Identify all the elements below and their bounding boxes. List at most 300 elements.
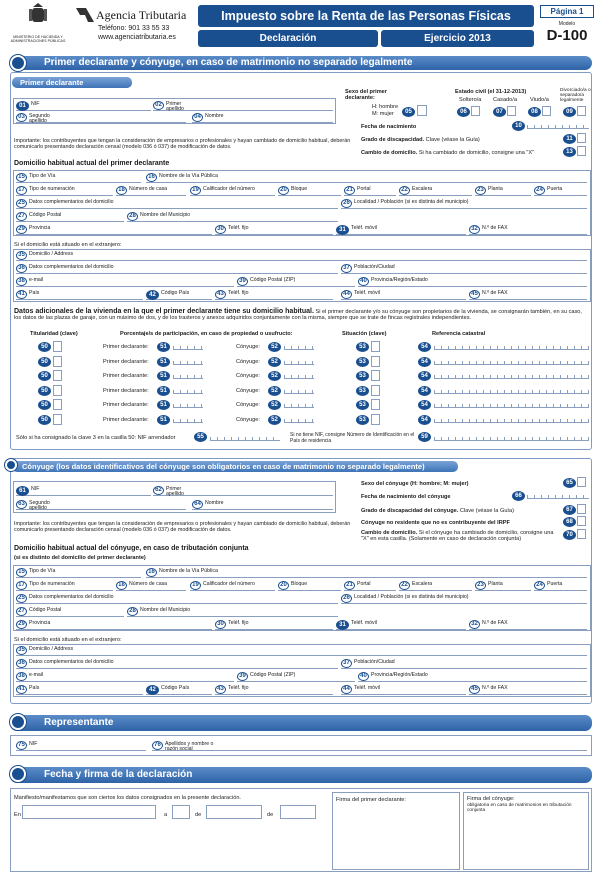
input-50[interactable] [53, 341, 62, 352]
model-label: Modelo [558, 21, 576, 27]
ministry-logo [8, 3, 68, 51]
field-42[interactable]: 42 Código País [146, 685, 212, 695]
label-f27: Código Postal [29, 212, 62, 218]
box-59[interactable]: 59 [418, 432, 431, 442]
box-55[interactable]: 55 [194, 432, 207, 442]
label-f27: Código Postal [29, 607, 62, 613]
box-50-row[interactable]: 50 [38, 342, 51, 352]
label-sexo-conyuge: Sexo del cónyuge (H: hombre; M: mujer) [361, 481, 469, 487]
label-f31: Teléf. móvil [351, 620, 377, 626]
box-52-row[interactable]: 52 [268, 357, 281, 367]
label-f29: Provincia [29, 225, 51, 231]
field-25[interactable]: 25 Datos complementarios del domicilio [16, 594, 338, 604]
field-36[interactable]: 36 Datos complementarios del domicilio [16, 264, 338, 274]
label-primer-apellido: Primer apellido [166, 101, 184, 113]
box-52-row[interactable]: 52 [268, 342, 281, 352]
box-52-row[interactable]: 52 [268, 371, 281, 381]
field-38[interactable]: 38 e-mail [16, 277, 234, 287]
input-51[interactable] [173, 343, 203, 350]
field-04-nombre[interactable]: 04 Nombre [192, 113, 333, 123]
agency-logo [76, 6, 191, 46]
firma-primer-declarante[interactable] [332, 792, 460, 870]
col-porcentaje: Porcentaje/s de participación, en caso de propiedad o usufructo: [120, 331, 293, 337]
label-f22: Escalera [412, 581, 433, 587]
label-f16: Nombre de la Vía Pública [159, 173, 218, 179]
field-16[interactable]: 16 Nombre de la Vía Pública [146, 568, 587, 578]
label-fecha-nacimiento: Fecha de nacimiento [361, 124, 417, 130]
label-primer: Primer declarante: [103, 344, 149, 350]
label-f44: Teléf. móvil [354, 685, 380, 691]
input-08[interactable] [542, 106, 551, 116]
agency-name: Agencia Tributaria [96, 8, 187, 22]
label-f28: Nombre del Municipio [140, 212, 191, 218]
field-17[interactable]: 17 Tipo de numeración [16, 186, 113, 196]
box-11-grado[interactable]: 11 [563, 134, 576, 144]
box-52-row[interactable]: 52 [268, 415, 281, 425]
subbar-conyuge: Cónyuge (los datos identificativos del cónyuge son obligatorios en caso de matrimonio no separado legalmente) [12, 461, 458, 472]
label-f41: País [29, 685, 40, 691]
domicilio-conyuge-heading: Domicilio habitual actual del cónyuge, en caso de tributación conjunta [14, 545, 249, 552]
box-54-row[interactable]: 54 [418, 357, 431, 367]
label-f23: Planta [488, 581, 503, 587]
subbar-primer-declarante: Primer declarante [12, 77, 132, 88]
box-50-row[interactable]: 50 [38, 400, 51, 410]
box-50-row[interactable]: 50 [38, 357, 51, 367]
label-f41: País [29, 290, 40, 296]
input-68[interactable] [577, 516, 586, 526]
label-f24: Puerta [547, 186, 563, 192]
box-53-row[interactable]: 53 [356, 342, 369, 352]
input-52[interactable] [284, 343, 314, 350]
label-f25: Datos complementarios del domicilio [29, 199, 114, 205]
label-f31: Teléf. móvil [351, 225, 377, 231]
label-f15: Tipo de Vía [29, 568, 56, 574]
box-50-row[interactable]: 50 [38, 371, 51, 381]
field-32[interactable]: 32 N.º de FAX [469, 620, 587, 630]
box-53-row[interactable]: 53 [356, 386, 369, 396]
box-10-fecha[interactable]: 10 [512, 121, 525, 131]
label-conyuge: Cónyuge: [236, 373, 260, 379]
field-20[interactable]: 20 Bloque [278, 186, 341, 196]
field-35[interactable]: 35 Domicilio / Address [16, 251, 587, 261]
field-40[interactable]: 40 Provincia/Región/Estado [358, 277, 587, 287]
section-primer-declarante-bar: Primer declarante y cónyuge, en caso de matrimonio no separado legalmente [10, 56, 592, 70]
field-27[interactable]: 27 Código Postal [16, 212, 124, 222]
box-53-row[interactable]: 53 [356, 400, 369, 410]
input-67[interactable] [577, 504, 586, 514]
label-f25: Datos complementarios del domicilio [29, 594, 114, 600]
input-52[interactable] [284, 387, 314, 394]
label-de-2: de [267, 812, 274, 818]
input-50[interactable] [53, 385, 62, 396]
field-18[interactable]: 18 Número de casa [116, 186, 186, 196]
field-23[interactable]: 23 Planta [475, 186, 531, 196]
cambio-conyuge-label: Cambio de domicilio. [361, 530, 418, 536]
label-segundo-apellido-conyuge: Segundo apellido [29, 500, 50, 512]
box-51-row[interactable]: 51 [157, 371, 170, 381]
input-50[interactable] [53, 370, 62, 381]
label-f21: Portal [357, 186, 371, 192]
input-13[interactable] [577, 146, 586, 156]
label-f43: Teléf. fijo [228, 290, 249, 296]
box-65[interactable]: 65 [563, 478, 576, 488]
field-41[interactable]: 41 País [16, 290, 143, 300]
input-52[interactable] [284, 416, 314, 423]
label-no-residente: Cónyuge no residente que no es contribuyente del IRPF [361, 520, 510, 526]
label-f35: Domicilio / Address [29, 646, 74, 652]
ministry-name: MINISTERIO DE HACIENDA Y ADMINISTRACIONES PÚBLICAS [10, 35, 66, 43]
field-39[interactable]: 39 Código Postal (ZIP) [237, 277, 355, 287]
vivienda-title: Datos adicionales de la vivienda en la que el primer declarante tiene su domicilio habitual. [14, 308, 314, 315]
field-26[interactable]: 26 Localidad / Población (si es distinta del municipio) [341, 594, 587, 604]
label-f30: Teléf. fijo [228, 620, 249, 626]
field-75-nif[interactable]: 75 NIF [16, 741, 146, 751]
field-32[interactable]: 32 N.º de FAX [469, 225, 587, 235]
field-44[interactable]: 44 Teléf. móvil [341, 685, 466, 695]
input-53[interactable] [371, 370, 380, 381]
input-11[interactable] [577, 133, 586, 143]
input-54[interactable] [434, 372, 589, 379]
field-19[interactable]: 19 Calificador del número [190, 581, 275, 591]
input-09[interactable] [577, 106, 586, 116]
label-viudo: Viudo/a [530, 97, 549, 103]
cambio-label: Cambio de domicilio. [361, 150, 418, 156]
label-grado-conyuge [361, 508, 514, 514]
input-06[interactable] [471, 106, 480, 116]
conyuge-dot [5, 459, 17, 471]
label-fecha-conyuge: Fecha de nacimiento del cónyuge [361, 494, 451, 500]
input-66[interactable] [527, 492, 589, 499]
label-sexo-h: H: hombre [372, 104, 399, 110]
label-nif-representante: NIF [29, 741, 38, 747]
manifiesto-text: Manifiesto/manifestamos que son ciertos los datos consignados en la presente declaración. [14, 795, 241, 801]
domicilio-heading: Domicilio habitual actual del primer declarante [14, 160, 170, 167]
field-44[interactable]: 44 Teléf. móvil [341, 290, 466, 300]
field-01-nif[interactable]: 01 NIF [16, 101, 151, 111]
label-sexo: Sexo del primer declarante: [345, 89, 387, 102]
label-f38: e-mail [29, 277, 44, 283]
label-f38: e-mail [29, 672, 44, 678]
input-53[interactable] [371, 356, 380, 367]
note-firma-conyuge: obligatoria en caso de matrimonios en tributación conjunta [467, 803, 572, 814]
field-02-primer-apellido[interactable]: 02 Primer apellido [153, 101, 333, 111]
field-15[interactable]: 15 Tipo de Vía [16, 173, 141, 183]
input-51[interactable] [173, 401, 203, 408]
input-51[interactable] [173, 387, 203, 394]
cambio-conyuge-note: Si el cónyuge ha cambiado de domicilio, consigne una "X" en esta casilla. (Solamente en caso de declaración conjunta) [361, 530, 554, 543]
box-05-sexo[interactable]: 05 [402, 107, 415, 117]
label-firma-primer: Firma del primer declarante: [336, 797, 406, 803]
field-29[interactable]: 29 Provincia [16, 620, 212, 630]
input-53[interactable] [371, 341, 380, 352]
field-63-segundo-apellido[interactable]: 63 Segundo apellido [16, 500, 186, 510]
box-51-row[interactable]: 51 [157, 400, 170, 410]
label-arrendador: Sólo si ha consignado la clave 3 en la casilla 50: NIF arrendador [16, 435, 176, 441]
importante-conyuge: Importante: los contribuyentes que tengan la consideración de empresarios o profesionales y hayan cambiado de domicilio habitual, deberán comunicarlo presentando declaración censal (modelo 036 ó 037) de modificación de datos. [14, 521, 351, 534]
coat-of-arms-icon [25, 3, 51, 29]
box-09-divorciado[interactable]: 09 [563, 107, 576, 117]
box-50-row[interactable]: 50 [38, 386, 51, 396]
input-lugar[interactable] [22, 805, 156, 819]
box-53-row[interactable]: 53 [356, 357, 369, 367]
label-f26: Localidad / Población (si es distinta del municipio) [354, 594, 469, 600]
input-52[interactable] [284, 401, 314, 408]
label-f45: N.º de FAX [482, 290, 508, 296]
label-primer: Primer declarante: [103, 402, 149, 408]
input-51[interactable] [173, 372, 203, 379]
label-f24: Puerta [547, 581, 563, 587]
label-f45: N.º de FAX [482, 685, 508, 691]
form-subtitle: Declaración [198, 30, 378, 47]
label-grado-discapacidad [361, 137, 480, 143]
box-08-viudo[interactable]: 08 [528, 107, 541, 117]
field-43[interactable]: 43 Teléf. fijo [215, 685, 333, 695]
label-primer: Primer declarante: [103, 416, 149, 423]
label-f18: Número de casa [129, 186, 168, 192]
input-54[interactable] [434, 358, 589, 365]
field-26[interactable]: 26 Localidad / Población (si es distinta del municipio) [341, 199, 587, 209]
input-53[interactable] [371, 385, 380, 396]
label-f32: N.º de FAX [482, 620, 508, 626]
label-f22: Escalera [412, 186, 433, 192]
section-representante-bar: Representante [10, 715, 592, 731]
field-27[interactable]: 27 Código Postal [16, 607, 124, 617]
label-extranjero: Si el domicilio está situado en el extranjero: [14, 242, 122, 248]
label-f39: Código Postal (ZIP) [250, 277, 296, 283]
field-40[interactable]: 40 Provincia/Región/Estado [358, 672, 587, 682]
field-24[interactable]: 24 Puerta [534, 581, 587, 591]
label-f40: Provincia/Región/Estado [371, 277, 428, 283]
label-de-1: de [195, 812, 202, 818]
box-54-row[interactable]: 54 [418, 415, 431, 425]
exercise-label: Ejercicio 2013 [381, 30, 534, 47]
label-f16: Nombre de la Vía Pública [159, 568, 218, 574]
input-50[interactable] [53, 356, 62, 367]
box-54-row[interactable]: 54 [418, 400, 431, 410]
box-66[interactable]: 66 [512, 491, 525, 501]
field-64-nombre[interactable]: 64 Nombre [192, 500, 333, 510]
input-70[interactable] [577, 529, 586, 539]
label-a: a [164, 812, 168, 818]
field-16[interactable]: 16 Nombre de la Vía Pública [146, 173, 587, 183]
label-extranjero: Si el domicilio está situado en el extranjero: [14, 637, 122, 643]
label-cambio-domicilio [361, 150, 534, 156]
input-mes[interactable] [206, 805, 262, 819]
label-f28: Nombre del Municipio [140, 607, 191, 613]
box-70[interactable]: 70 [563, 530, 576, 540]
label-primer: Primer declarante: [103, 387, 149, 394]
label-f17: Tipo de numeración [29, 581, 75, 587]
field-61-nif[interactable]: 61 NIF [16, 486, 151, 496]
label-primer: Primer declarante: [103, 358, 149, 365]
input-50[interactable] [53, 399, 62, 410]
input-dia[interactable] [172, 805, 190, 819]
field-22[interactable]: 22 Escalera [399, 186, 472, 196]
input-07[interactable] [507, 106, 516, 116]
label-divorciado: Divorciado/a o separado/a legalmente [560, 88, 591, 103]
form-title: Impuesto sobre la Renta de las Personas Físicas [198, 5, 534, 27]
field-30[interactable]: 30 Teléf. fijo [215, 620, 333, 630]
agency-website: www.agenciatributaria.es [98, 34, 176, 41]
label-f20: Bloque [291, 581, 308, 587]
label-estado-civil: Estado civil (el 31-12-2013) [455, 89, 527, 95]
field-22[interactable]: 22 Escalera [399, 581, 472, 591]
field-43[interactable]: 43 Teléf. fijo [215, 290, 333, 300]
field-20[interactable]: 20 Bloque [278, 581, 341, 591]
label-firma-conyuge: Firma del cónyuge: [467, 796, 515, 802]
label-f42: Código País [161, 685, 190, 691]
input-52[interactable] [284, 358, 314, 365]
label-casado: Casado/a [493, 97, 517, 103]
input-54[interactable] [434, 401, 589, 408]
box-07-casado[interactable]: 07 [493, 107, 506, 117]
page-number: Página 1 [540, 5, 594, 18]
field-31[interactable]: 31 Teléf. móvil [336, 620, 466, 630]
field-45[interactable]: 45 N.º de FAX [469, 290, 587, 300]
grado-conyuge-label: Grado de discapacidad del cónyuge. [361, 508, 459, 514]
box-54-row[interactable]: 54 [418, 371, 431, 381]
input-51[interactable] [173, 358, 203, 365]
label-f40: Provincia/Región/Estado [371, 672, 428, 678]
box-06-soltero[interactable]: 06 [457, 107, 470, 117]
grado-label: Grado de discapacidad. [361, 137, 425, 143]
box-13-cambio[interactable]: 13 [563, 147, 576, 157]
col-situacion: Situación (clave) [342, 331, 387, 337]
input-anio[interactable] [280, 805, 316, 819]
field-23[interactable]: 23 Planta [475, 581, 531, 591]
label-f26: Localidad / Población (si es distinta del municipio) [354, 199, 469, 205]
box-53-row[interactable]: 53 [356, 371, 369, 381]
label-f21: Portal [357, 581, 371, 587]
label-f44: Teléf. móvil [354, 290, 380, 296]
label-f17: Tipo de numeración [29, 186, 75, 192]
label-sexo-m: M: mujer [372, 111, 394, 117]
field-29[interactable]: 29 Provincia [16, 225, 212, 235]
box-51-row[interactable]: 51 [157, 386, 170, 396]
field-28[interactable]: 28 Nombre del Municipio [127, 212, 338, 222]
input-10-fecha[interactable] [527, 122, 589, 129]
input-51[interactable] [173, 416, 203, 423]
box-51-row[interactable]: 51 [157, 342, 170, 352]
field-03-segundo-apellido[interactable]: 03 Segundo apellido [16, 113, 186, 123]
label-cambio-conyuge [361, 530, 559, 542]
label-f35: Domicilio / Address [29, 251, 74, 257]
field-38[interactable]: 38 e-mail [16, 672, 234, 682]
section-dot [10, 55, 26, 71]
box-53-row[interactable]: 53 [356, 415, 369, 425]
label-conyuge: Cónyuge: [236, 358, 260, 365]
field-18[interactable]: 18 Número de casa [116, 581, 186, 591]
input-54[interactable] [434, 343, 589, 350]
field-28[interactable]: 28 Nombre del Municipio [127, 607, 338, 617]
box-54-row[interactable]: 54 [418, 342, 431, 352]
field-25[interactable]: 25 Datos complementarios del domicilio [16, 199, 338, 209]
label-primer: Primer declarante: [103, 373, 149, 379]
field-21[interactable]: 21 Portal [344, 581, 396, 591]
box-52-row[interactable]: 52 [268, 400, 281, 410]
box-51-row[interactable]: 51 [157, 415, 170, 425]
field-76-nombre[interactable]: 76 Apellidos y nombre o razón social [152, 741, 587, 751]
label-no-nif: Si no tiene NIF, consigne Número de Identificación en el País de residencia [290, 432, 415, 445]
input-54[interactable] [434, 387, 589, 394]
label-conyuge: Cónyuge: [236, 402, 260, 408]
grado-conyuge-note: Clave (véase la Guía) [459, 508, 514, 514]
input-55[interactable] [210, 434, 280, 441]
label-primer-apellido-conyuge: Primer apellido [166, 486, 184, 498]
model-code: D-100 [546, 27, 588, 44]
input-53[interactable] [371, 414, 380, 425]
field-24[interactable]: 24 Puerta [534, 186, 587, 196]
col-titularidad: Titularidad (clave) [30, 331, 78, 337]
input-05-sexo[interactable] [417, 105, 427, 116]
field-42[interactable]: 42 Código País [146, 290, 212, 300]
field-41[interactable]: 41 País [16, 685, 143, 695]
label-f23: Planta [488, 186, 503, 192]
label-f30: Teléf. fijo [228, 225, 249, 231]
representante-dot [10, 714, 26, 730]
field-36[interactable]: 36 Datos complementarios del domicilio [16, 659, 338, 669]
col-referencia: Referencia catastral [432, 331, 486, 337]
field-21[interactable]: 21 Portal [344, 186, 396, 196]
input-50[interactable] [53, 414, 62, 425]
label-conyuge: Cónyuge: [236, 387, 260, 394]
label-nif-conyuge: NIF [31, 486, 40, 492]
field-35[interactable]: 35 Domicilio / Address [16, 646, 587, 656]
agency-phone [98, 25, 169, 32]
importante-note: Importante: los contribuyentes que tengan la consideración de empresarios o profesionales y hayan cambiado de domicilio habitual, deberán comunicarlo presentando declaración censal (modelo 036 ó 037) de modificación de datos. [14, 138, 351, 151]
box-51-row[interactable]: 51 [157, 357, 170, 367]
field-45[interactable]: 45 N.º de FAX [469, 685, 587, 695]
label-f39: Código Postal (ZIP) [250, 672, 296, 678]
field-62-primer-apellido[interactable]: 62 Primer apellido [153, 486, 333, 496]
cambio-note: Si ha cambiado de domicilio, consigne una "X" [418, 150, 535, 156]
field-39[interactable]: 39 Código Postal (ZIP) [237, 672, 355, 682]
box-68[interactable]: 68 [563, 517, 576, 527]
label-f18: Número de casa [129, 581, 168, 587]
box-67[interactable]: 67 [563, 505, 576, 515]
label-f37: Población/Ciudad [354, 659, 395, 665]
label-f19: Calificador del número [203, 186, 255, 192]
field-19[interactable]: 19 Calificador del número [190, 186, 275, 196]
box-50-row[interactable]: 50 [38, 415, 51, 425]
box-54-row[interactable]: 54 [418, 386, 431, 396]
section-firma-bar: Fecha y firma de la declaración [10, 767, 592, 783]
field-17[interactable]: 17 Tipo de numeración [16, 581, 113, 591]
label-segundo-apellido: Segundo apellido [29, 113, 50, 125]
input-65[interactable] [577, 477, 586, 487]
field-31[interactable]: 31 Teléf. móvil [336, 225, 466, 235]
field-37[interactable]: 37 Población/Ciudad [341, 659, 587, 669]
phone-label: Teléfono: [98, 25, 127, 32]
firma-dot [10, 766, 26, 782]
label-f19: Calificador del número [203, 581, 255, 587]
label-f36: Datos complementarios del domicilio [29, 659, 114, 665]
field-15[interactable]: 15 Tipo de Vía [16, 568, 141, 578]
label-nombre-conyuge: Nombre [205, 500, 224, 506]
input-59[interactable] [434, 434, 589, 441]
field-37[interactable]: 37 Población/Ciudad [341, 264, 587, 274]
input-52[interactable] [284, 372, 314, 379]
label-conyuge: Cónyuge: [236, 344, 260, 350]
label-nombre-representante: Apellidos y nombre o razón social [165, 741, 214, 753]
label-f32: N.º de FAX [482, 225, 508, 231]
input-54[interactable] [434, 416, 589, 423]
label-nif: NIF [31, 101, 40, 107]
box-52-row[interactable]: 52 [268, 386, 281, 396]
input-53[interactable] [371, 399, 380, 410]
field-30[interactable]: 30 Teléf. fijo [215, 225, 333, 235]
label-conyuge: Cónyuge: [236, 416, 260, 423]
